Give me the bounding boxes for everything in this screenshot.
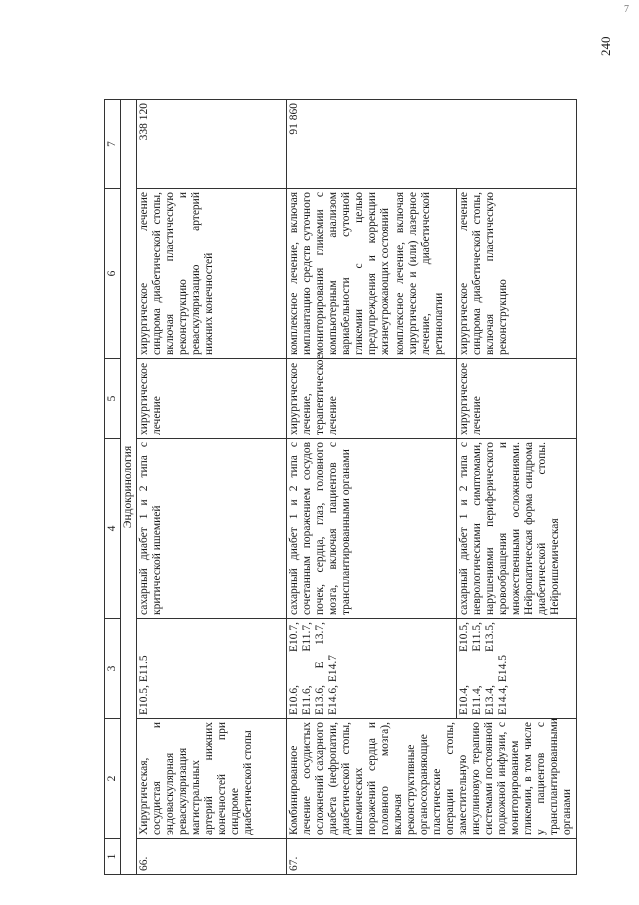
column-header-4: 4 [105,439,121,619]
rotated-table-sheet [104,100,604,875]
treatment-method-text: комплексное лечение, включая имплантацию средств суточного мониторирования гликемии с компьютерным анализом вариабельности суточной гликемии с целью предупреждения и коррекции жизнеугрожающих состояний [288,192,391,355]
section-row [121,100,137,875]
icd-codes: E10.6, E10.7, E11.6, E11.7, E13.6, E 13.7, E14.6, E14.7 [287,619,457,719]
column-header-6: 6 [105,189,121,359]
page-number: 240 [598,36,613,56]
section-title: Эндокринология [121,100,137,875]
row-number: 67. [287,839,577,875]
column-header-1: 1 [105,839,121,875]
column-header-5: 5 [105,359,121,439]
treatment-method: хирургическое лечение синдрома диабетической стопы, включая пластическую реконструкцию и реваскуляризацию артерий нижних конечностей [137,189,287,359]
table-row [287,100,457,875]
table-row [137,100,287,875]
treatment-method [287,189,457,359]
column-header-7: 7 [105,100,121,189]
service-name: Комбинированное лечение сосудистых осложнений сахарного диабета (нефропатии, диабетической стопы, ишемических поражений сердца и головного мозга), включая реконструктивные органосохраняющие пластические операции стопы, заместительную инсулиновую терапию системами постоянной подкожной инфузии, с мониторированием гликемии, в том числе у пациентов с трансплантированными органами [287,719,577,839]
column-header-3: 3 [105,619,121,719]
services-table [104,99,577,875]
row-number: 66. [137,839,287,875]
treatment-type: хирургическое лечение [457,359,577,439]
service-name: Хирургическая, сосудистая и эндоваскулярная реваскуляризация магистральных артерий нижних конечностей при синдроме диабетической стопы [137,719,287,839]
column-header-2: 2 [105,719,121,839]
margin-mark: 7 [624,4,629,15]
treatment-method: хирургическое лечение синдрома диабетической стопы, включая пластическую реконструкцию [457,189,577,359]
patient-model: сахарный диабет 1 и 2 типа с сочетанным поражением сосудов почек, сердца, глаз, головного мозга, включая пациентов с трансплантированными органами [287,439,457,619]
column-number-row [105,100,121,875]
patient-model: сахарный диабет 1 и 2 типа с критической ишемией [137,439,287,619]
treatment-type: хирургическое лечение, терапевтическое лечение [287,359,457,439]
treatment-type: хирургическое лечение [137,359,287,439]
treatment-method-text: комплексное лечение, включая хирургическое и (или) лазерное лечение, диабетической ретинопатии [394,192,445,355]
icd-codes: E10.5, E11.5 [137,619,287,719]
patient-model: сахарный диабет 1 и 2 типа с неврологическими симптомами, нарушениями периферического кровообращения и множественными осложнениями. Нейропатическая форма синдрома диабетической стопы. Нейроишемическая [457,439,577,619]
price: 91 860 [287,100,577,189]
icd-codes: E10.4, E10.5, E11.4, E11.5, E13.4, E13.5, E14.4, E14.5 [457,619,577,719]
price: 338 120 [137,100,287,189]
